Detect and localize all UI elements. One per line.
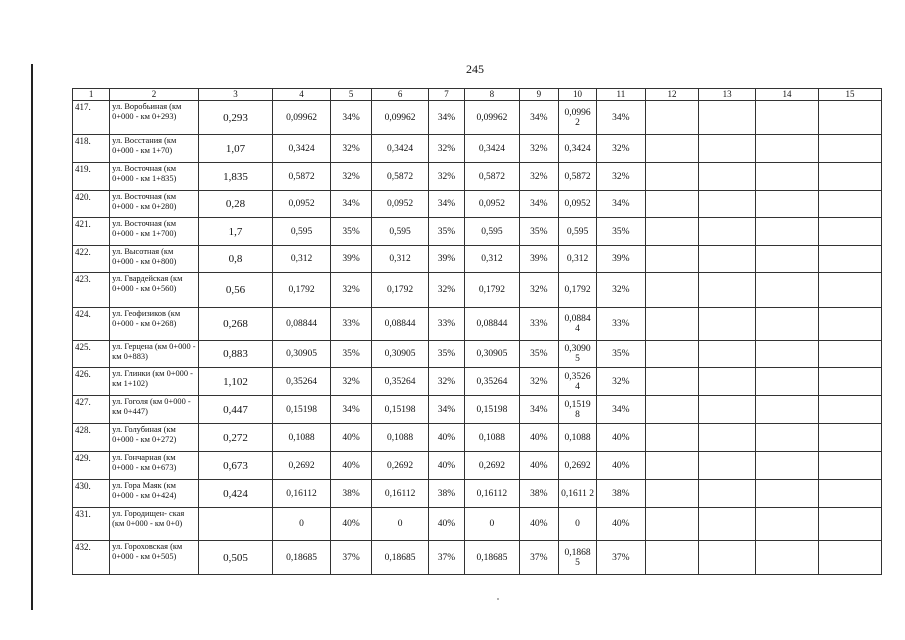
empty-cell — [699, 480, 756, 508]
empty-cell — [756, 368, 819, 396]
street-cell: ул. Герцена (км 0+000 - км 0+883) — [110, 341, 199, 368]
empty-cell — [699, 218, 756, 246]
value-cell: 40% — [330, 508, 371, 541]
length-cell — [198, 508, 272, 541]
empty-cell — [699, 101, 756, 135]
value-cell: 39% — [330, 246, 371, 273]
value-cell: 0,1088 — [372, 424, 429, 452]
value-cell: 34% — [428, 101, 464, 135]
value-cell: 0,312 — [558, 246, 596, 273]
value-cell: 34% — [428, 396, 464, 424]
value-cell: 0,16112 — [372, 480, 429, 508]
empty-cell — [645, 273, 699, 308]
value-cell: 0 — [372, 508, 429, 541]
value-cell: 0,15198 — [465, 396, 520, 424]
value-cell: 0,3424 — [273, 135, 331, 163]
value-cell: 34% — [519, 101, 558, 135]
value-cell: 39% — [597, 246, 645, 273]
value-cell: 0,2692 — [465, 452, 520, 480]
empty-cell — [818, 246, 881, 273]
value-cell: 39% — [428, 246, 464, 273]
empty-cell — [699, 273, 756, 308]
empty-cell — [699, 246, 756, 273]
value-cell: 34% — [597, 101, 645, 135]
empty-cell — [756, 341, 819, 368]
value-cell: 34% — [330, 191, 371, 218]
header-cell: 9 — [519, 89, 558, 101]
header-cell: 2 — [110, 89, 199, 101]
value-cell: 0,312 — [372, 246, 429, 273]
table-row — [73, 218, 882, 246]
street-cell: ул. Восточная (км 0+000 - км 1+835) — [110, 163, 199, 191]
value-cell: 40% — [597, 508, 645, 541]
value-cell: 0,16112 — [465, 480, 520, 508]
row-number: 423. — [73, 273, 110, 308]
empty-cell — [756, 218, 819, 246]
empty-cell — [645, 163, 699, 191]
header-row — [73, 89, 882, 101]
value-cell: 40% — [597, 424, 645, 452]
empty-cell — [756, 163, 819, 191]
table-row — [73, 480, 882, 508]
row-number: 430. — [73, 480, 110, 508]
value-cell: 35% — [597, 341, 645, 368]
row-number: 418. — [73, 135, 110, 163]
length-cell: 0,447 — [198, 396, 272, 424]
value-cell: 32% — [330, 368, 371, 396]
value-cell: 0,1792 — [465, 273, 520, 308]
value-cell: 40% — [519, 508, 558, 541]
empty-cell — [699, 452, 756, 480]
value-cell: 38% — [330, 480, 371, 508]
value-cell: 40% — [428, 452, 464, 480]
empty-cell — [818, 135, 881, 163]
row-number: 422. — [73, 246, 110, 273]
empty-cell — [645, 341, 699, 368]
value-cell: 35% — [428, 218, 464, 246]
value-cell: 0,0952 — [372, 191, 429, 218]
value-cell: 0,09962 — [465, 101, 520, 135]
empty-cell — [756, 246, 819, 273]
value-cell: 0,2692 — [273, 452, 331, 480]
empty-cell — [756, 191, 819, 218]
value-cell: 35% — [428, 341, 464, 368]
length-cell: 0,56 — [198, 273, 272, 308]
value-cell: 0,595 — [372, 218, 429, 246]
value-cell: 32% — [330, 135, 371, 163]
header-cell: 1 — [73, 89, 110, 101]
value-cell: 32% — [428, 163, 464, 191]
value-cell: 0,595 — [273, 218, 331, 246]
value-cell: 0,30905 — [273, 341, 331, 368]
row-number: 417. — [73, 101, 110, 135]
row-number: 432. — [73, 541, 110, 575]
street-cell: ул. Гора Маяк (км 0+000 - км 0+424) — [110, 480, 199, 508]
header-cell: 6 — [372, 89, 429, 101]
value-cell: 0,30905 — [372, 341, 429, 368]
value-cell: 0,08844 — [465, 308, 520, 341]
header-cell: 4 — [273, 89, 331, 101]
value-cell: 0,1519 8 — [558, 396, 596, 424]
street-cell: ул. Восточная (км 0+000 - км 0+280) — [110, 191, 199, 218]
value-cell: 32% — [597, 368, 645, 396]
value-cell: 32% — [330, 273, 371, 308]
value-cell: 40% — [330, 452, 371, 480]
value-cell: 0,09962 — [273, 101, 331, 135]
value-cell: 40% — [519, 424, 558, 452]
header-cell: 11 — [597, 89, 645, 101]
value-cell: 32% — [428, 368, 464, 396]
street-cell: ул. Гороховская (км 0+000 - км 0+505) — [110, 541, 199, 575]
value-cell: 33% — [428, 308, 464, 341]
table-row — [73, 368, 882, 396]
empty-cell — [756, 273, 819, 308]
length-cell: 0,268 — [198, 308, 272, 341]
empty-cell — [818, 368, 881, 396]
empty-cell — [818, 396, 881, 424]
value-cell: 34% — [519, 191, 558, 218]
value-cell: 34% — [597, 396, 645, 424]
value-cell: 35% — [330, 218, 371, 246]
value-cell: 37% — [428, 541, 464, 575]
empty-cell — [645, 101, 699, 135]
value-cell: 38% — [597, 480, 645, 508]
value-cell: 0,18685 — [372, 541, 429, 575]
value-cell: 0,0952 — [558, 191, 596, 218]
empty-cell — [818, 191, 881, 218]
value-cell: 34% — [519, 396, 558, 424]
value-cell: 40% — [519, 452, 558, 480]
value-cell: 0,2692 — [558, 452, 596, 480]
value-cell: 0,3090 5 — [558, 341, 596, 368]
value-cell: 0 — [273, 508, 331, 541]
value-cell: 0,08844 — [273, 308, 331, 341]
empty-cell — [818, 541, 881, 575]
value-cell: 32% — [519, 368, 558, 396]
value-cell: 0,0884 4 — [558, 308, 596, 341]
value-cell: 0,1792 — [372, 273, 429, 308]
value-cell: 0,35264 — [465, 368, 520, 396]
value-cell: 33% — [519, 308, 558, 341]
value-cell: 0,5872 — [465, 163, 520, 191]
row-number: 426. — [73, 368, 110, 396]
empty-cell — [818, 424, 881, 452]
table-row — [73, 101, 882, 135]
value-cell: 0,0952 — [273, 191, 331, 218]
header-cell: 7 — [428, 89, 464, 101]
value-cell: 0,15198 — [273, 396, 331, 424]
value-cell: 0,3424 — [558, 135, 596, 163]
value-cell: 32% — [428, 273, 464, 308]
table-row — [73, 163, 882, 191]
value-cell: 40% — [428, 508, 464, 541]
street-cell: ул. Высотная (км 0+000 - км 0+800) — [110, 246, 199, 273]
value-cell: 40% — [597, 452, 645, 480]
street-cell: ул. Голубиная (км 0+000 - км 0+272) — [110, 424, 199, 452]
empty-cell — [756, 135, 819, 163]
value-cell: 33% — [597, 308, 645, 341]
value-cell: 37% — [330, 541, 371, 575]
header-cell: 15 — [818, 89, 881, 101]
value-cell: 0,1088 — [273, 424, 331, 452]
length-cell: 0,293 — [198, 101, 272, 135]
value-cell: 0,35264 — [273, 368, 331, 396]
value-cell: 34% — [330, 101, 371, 135]
empty-cell — [645, 191, 699, 218]
empty-cell — [818, 452, 881, 480]
empty-cell — [818, 480, 881, 508]
value-cell: 0,30905 — [465, 341, 520, 368]
table-row — [73, 135, 882, 163]
value-cell: 34% — [597, 191, 645, 218]
value-cell: 0,1868 5 — [558, 541, 596, 575]
empty-cell — [645, 424, 699, 452]
value-cell: 40% — [330, 424, 371, 452]
table-row — [73, 191, 882, 218]
value-cell: 0,1611 2 — [558, 480, 596, 508]
value-cell: 0,595 — [558, 218, 596, 246]
empty-cell — [756, 308, 819, 341]
value-cell: 40% — [428, 424, 464, 452]
empty-cell — [818, 101, 881, 135]
value-cell: 0 — [465, 508, 520, 541]
value-cell: 32% — [519, 163, 558, 191]
street-cell: ул. Глинки (км 0+000 - км 1+102) — [110, 368, 199, 396]
table-row — [73, 508, 882, 541]
length-cell: 0,8 — [198, 246, 272, 273]
empty-cell — [699, 396, 756, 424]
value-cell: 32% — [597, 135, 645, 163]
empty-cell — [818, 308, 881, 341]
value-cell: 39% — [519, 246, 558, 273]
empty-cell — [818, 218, 881, 246]
empty-cell — [756, 541, 819, 575]
length-cell: 0,28 — [198, 191, 272, 218]
value-cell: 38% — [428, 480, 464, 508]
value-cell: 0,18685 — [273, 541, 331, 575]
street-cell: ул. Восточная (км 0+000 - км 1+700) — [110, 218, 199, 246]
empty-cell — [645, 396, 699, 424]
value-cell: 0,0996 2 — [558, 101, 596, 135]
length-cell: 1,7 — [198, 218, 272, 246]
value-cell: 32% — [330, 163, 371, 191]
row-number: 431. — [73, 508, 110, 541]
page-number: 245 — [466, 62, 484, 76]
empty-cell — [645, 508, 699, 541]
empty-cell — [645, 368, 699, 396]
empty-cell — [645, 135, 699, 163]
empty-cell — [818, 163, 881, 191]
length-cell: 0,673 — [198, 452, 272, 480]
row-number: 424. — [73, 308, 110, 341]
empty-cell — [645, 480, 699, 508]
value-cell: 0,08844 — [372, 308, 429, 341]
value-cell: 0,3424 — [372, 135, 429, 163]
value-cell: 32% — [428, 135, 464, 163]
empty-cell — [645, 218, 699, 246]
value-cell: 0,1088 — [558, 424, 596, 452]
value-cell: 32% — [519, 135, 558, 163]
empty-cell — [756, 396, 819, 424]
empty-cell — [699, 508, 756, 541]
length-cell: 0,883 — [198, 341, 272, 368]
value-cell: 0,5872 — [558, 163, 596, 191]
value-cell: 38% — [519, 480, 558, 508]
row-number: 421. — [73, 218, 110, 246]
header-cell: 10 — [558, 89, 596, 101]
table-row — [73, 308, 882, 341]
row-number: 419. — [73, 163, 110, 191]
data-table — [72, 88, 882, 575]
street-cell: ул. Гончарная (км 0+000 - км 0+673) — [110, 452, 199, 480]
length-cell: 0,424 — [198, 480, 272, 508]
empty-cell — [699, 163, 756, 191]
empty-cell — [818, 273, 881, 308]
value-cell: 0,1792 — [273, 273, 331, 308]
empty-cell — [818, 341, 881, 368]
empty-cell — [818, 508, 881, 541]
street-cell: ул. Гоголя (км 0+000 - км 0+447) — [110, 396, 199, 424]
value-cell: 0,5872 — [273, 163, 331, 191]
value-cell: 34% — [428, 191, 464, 218]
street-cell: ул. Геофизиков (км 0+000 - км 0+268) — [110, 308, 199, 341]
length-cell: 1,07 — [198, 135, 272, 163]
scan-speck — [497, 598, 499, 600]
empty-cell — [756, 508, 819, 541]
table-row — [73, 452, 882, 480]
street-cell: ул. Городищен- ская (км 0+000 - км 0+0) — [110, 508, 199, 541]
value-cell: 0,16112 — [273, 480, 331, 508]
empty-cell — [699, 135, 756, 163]
empty-cell — [699, 191, 756, 218]
value-cell: 0,35264 — [372, 368, 429, 396]
street-cell: ул. Гвардейская (км 0+000 - км 0+560) — [110, 273, 199, 308]
length-cell: 1,835 — [198, 163, 272, 191]
value-cell: 32% — [597, 163, 645, 191]
empty-cell — [756, 101, 819, 135]
value-cell: 37% — [519, 541, 558, 575]
value-cell: 33% — [330, 308, 371, 341]
value-cell: 0,312 — [273, 246, 331, 273]
row-number: 428. — [73, 424, 110, 452]
value-cell: 0,312 — [465, 246, 520, 273]
value-cell: 0,15198 — [372, 396, 429, 424]
value-cell: 0,18685 — [465, 541, 520, 575]
row-number: 420. — [73, 191, 110, 218]
length-cell: 1,102 — [198, 368, 272, 396]
value-cell: 0,2692 — [372, 452, 429, 480]
empty-cell — [756, 452, 819, 480]
value-cell: 0,0952 — [465, 191, 520, 218]
header-cell: 3 — [198, 89, 272, 101]
empty-cell — [645, 541, 699, 575]
table-row — [73, 341, 882, 368]
table-row — [73, 396, 882, 424]
street-cell: ул. Воробьиная (км 0+000 - км 0+293) — [110, 101, 199, 135]
table-row — [73, 273, 882, 308]
length-cell: 0,272 — [198, 424, 272, 452]
header-cell: 13 — [699, 89, 756, 101]
empty-cell — [756, 480, 819, 508]
row-number: 427. — [73, 396, 110, 424]
table-row — [73, 541, 882, 575]
value-cell: 35% — [519, 218, 558, 246]
empty-cell — [645, 452, 699, 480]
value-cell: 35% — [330, 341, 371, 368]
empty-cell — [699, 341, 756, 368]
value-cell: 0,1792 — [558, 273, 596, 308]
value-cell: 0,3424 — [465, 135, 520, 163]
value-cell: 32% — [597, 273, 645, 308]
value-cell: 0,09962 — [372, 101, 429, 135]
value-cell: 32% — [519, 273, 558, 308]
street-cell: ул. Восстания (км 0+000 - км 1+70) — [110, 135, 199, 163]
empty-cell — [699, 424, 756, 452]
value-cell: 35% — [597, 218, 645, 246]
empty-cell — [699, 541, 756, 575]
value-cell: 0,3526 4 — [558, 368, 596, 396]
empty-cell — [699, 308, 756, 341]
value-cell: 0,595 — [465, 218, 520, 246]
value-cell: 0,1088 — [465, 424, 520, 452]
value-cell: 35% — [519, 341, 558, 368]
header-cell: 5 — [330, 89, 371, 101]
header-cell: 12 — [645, 89, 699, 101]
header-cell: 8 — [465, 89, 520, 101]
value-cell: 34% — [330, 396, 371, 424]
empty-cell — [756, 424, 819, 452]
length-cell: 0,505 — [198, 541, 272, 575]
value-cell: 0,5872 — [372, 163, 429, 191]
page-edge-line — [31, 64, 33, 610]
empty-cell — [645, 246, 699, 273]
table-row — [73, 424, 882, 452]
row-number: 425. — [73, 341, 110, 368]
value-cell: 37% — [597, 541, 645, 575]
empty-cell — [699, 368, 756, 396]
empty-cell — [645, 308, 699, 341]
header-cell: 14 — [756, 89, 819, 101]
table-row — [73, 246, 882, 273]
row-number: 429. — [73, 452, 110, 480]
value-cell: 0 — [558, 508, 596, 541]
